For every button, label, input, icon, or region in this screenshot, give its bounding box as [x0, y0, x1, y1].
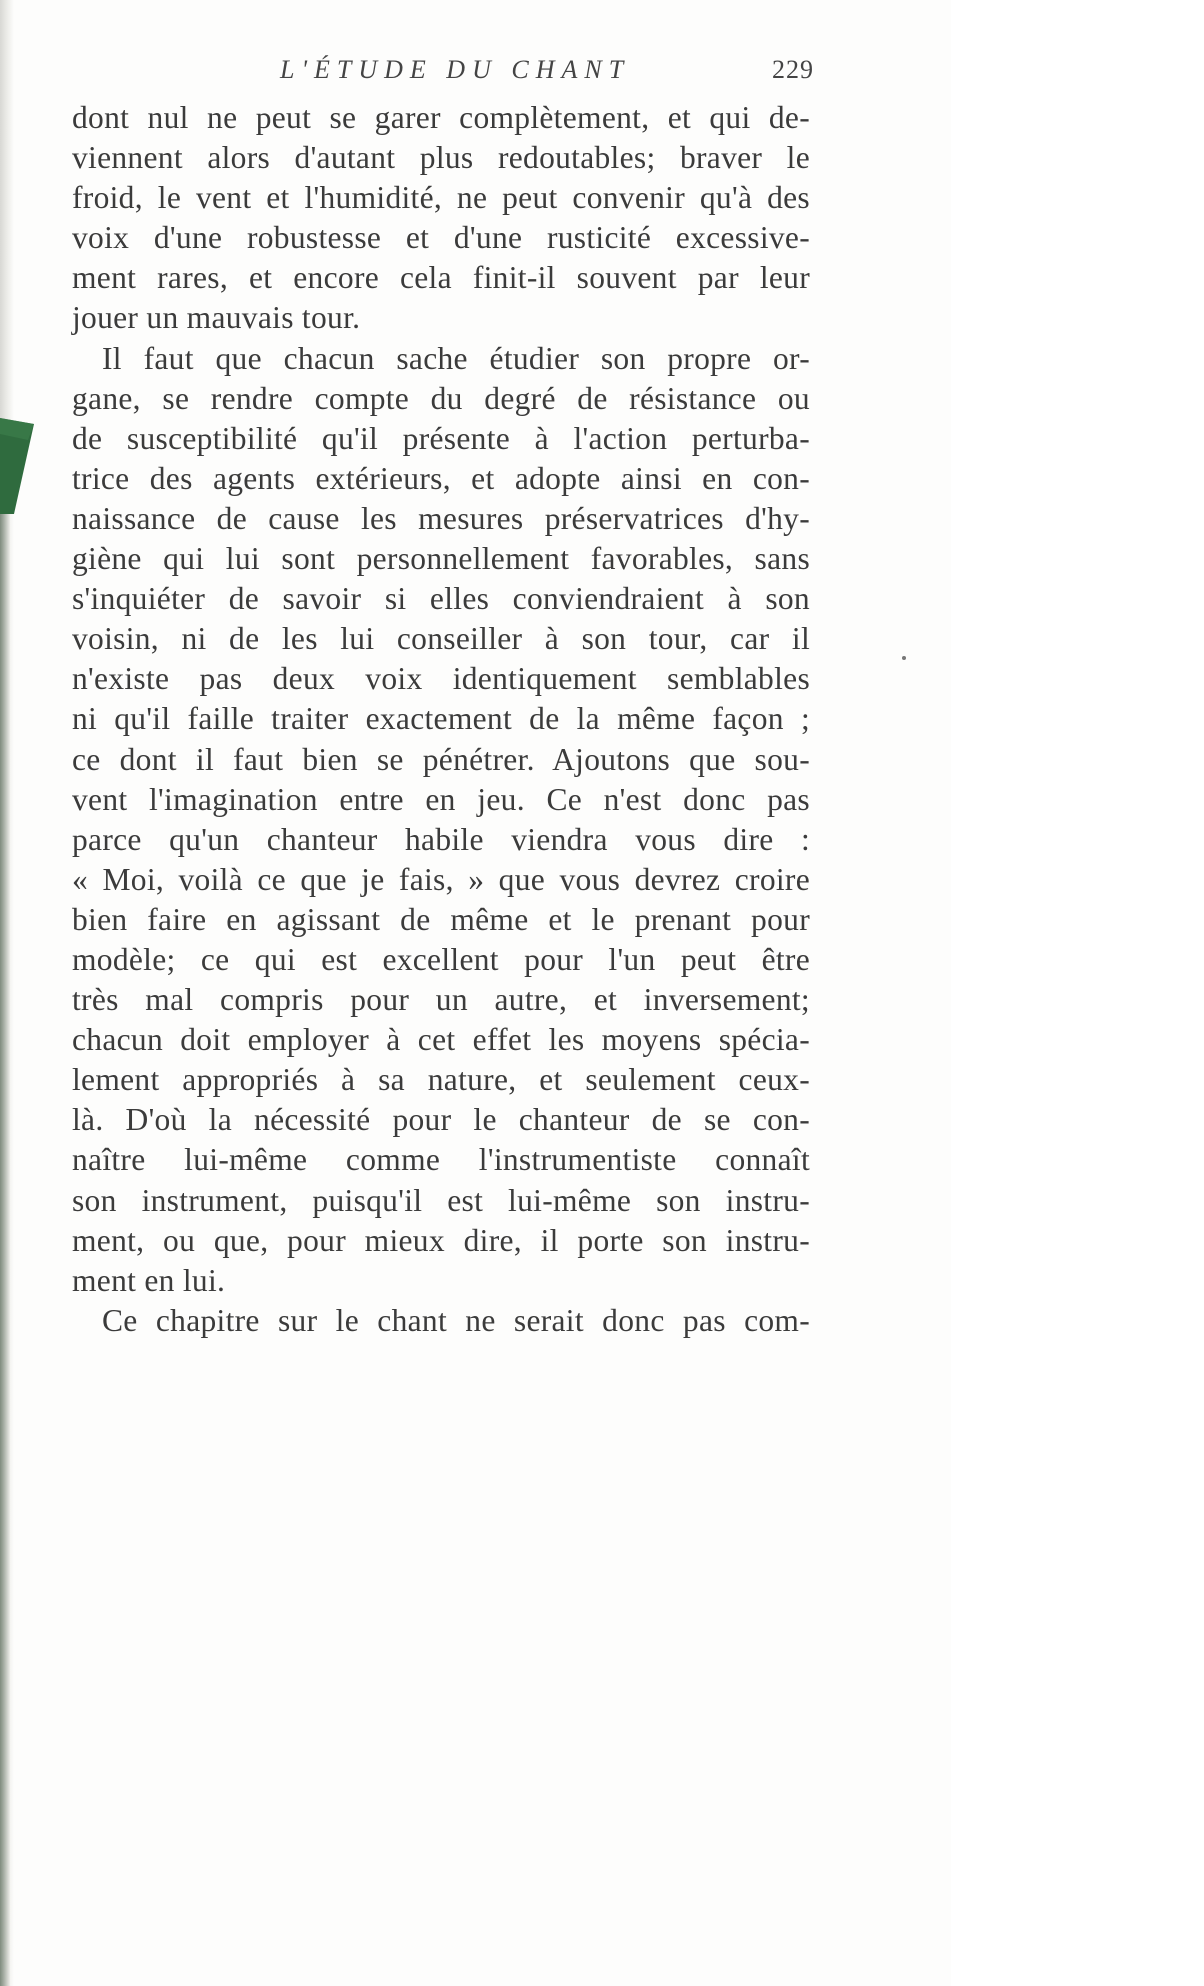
text-line: Il faut que chacun sache étudier son propre or- — [102, 340, 810, 376]
text-line: lement appropriés à sa nature, et seulement ceux- — [72, 1062, 810, 1098]
text-line: ment, ou que, pour mieux dire, il porte son instru- — [72, 1222, 810, 1258]
text-line: n'existe pas deux voix identiquement semblables — [72, 661, 810, 697]
text-line: giène qui lui sont personnellement favorables, sans — [72, 541, 810, 577]
running-head — [0, 55, 951, 85]
text-line: voisin, ni de les lui conseiller à son tour, car il — [72, 621, 810, 657]
text-line: Ce chapitre sur le chant ne serait donc pas com- — [102, 1302, 810, 1338]
page-number: 229 — [772, 55, 814, 84]
text-line: de susceptibilité qu'il présente à l'action perturba- — [72, 420, 810, 456]
text-line: bien faire en agissant de même et le prenant pour — [72, 901, 810, 937]
text-line: là. D'où la nécessité pour le chanteur de se con- — [72, 1102, 810, 1138]
text-line: ni qu'il faille traiter exactement de la même façon ; — [72, 701, 810, 737]
text-line: voix d'une robustesse et d'une rusticité excessive- — [72, 220, 810, 256]
text-line: chacun doit employer à cet effet les moyens spécia- — [72, 1022, 810, 1058]
text-line: ment rares, et encore cela finit-il souvent par leur — [72, 260, 810, 296]
text-line: ment en lui. — [72, 1262, 226, 1298]
text-line: « Moi, voilà ce que je fais, » que vous devrez croire — [72, 861, 810, 897]
text-line: très mal compris pour un autre, et inversement; — [72, 982, 810, 1018]
text-line: froid, le vent et l'humidité, ne peut convenir qu'à des — [72, 180, 810, 216]
text-line: son instrument, puisqu'il est lui-même son instru- — [72, 1182, 810, 1218]
green-page-tab — [0, 418, 34, 514]
text-line: gane, se rendre compte du degré de résistance ou — [72, 380, 810, 416]
text-line: parce qu'un chanteur habile viendra vous dire : — [72, 821, 810, 857]
page-edge-shadow — [0, 514, 10, 1986]
body-text — [72, 98, 810, 1341]
text-line: naissance de cause les mesures préservatrices d'hy- — [72, 500, 810, 536]
text-line: ce dont il faut bien se pénétrer. Ajoutons que sou- — [72, 741, 810, 777]
text-line: vent l'imagination entre en jeu. Ce n'est donc pas — [72, 781, 810, 817]
text-line: viennent alors d'autant plus redoutables; braver le — [72, 140, 810, 176]
paper-speck — [902, 656, 906, 660]
text-line: trice des agents extérieurs, et adopte ainsi en con- — [72, 460, 810, 496]
text-line: s'inquiéter de savoir si elles conviendraient à son — [72, 581, 810, 617]
text-line: modèle; ce qui est excellent pour l'un peut être — [72, 941, 810, 977]
text-line: jouer un mauvais tour. — [72, 300, 361, 336]
running-title: L'ÉTUDE DU CHANT — [280, 55, 631, 84]
text-line: naître lui-même comme l'instrumentiste connaît — [72, 1142, 810, 1178]
text-line: dont nul ne peut se garer complètement, et qui de- — [72, 100, 810, 135]
